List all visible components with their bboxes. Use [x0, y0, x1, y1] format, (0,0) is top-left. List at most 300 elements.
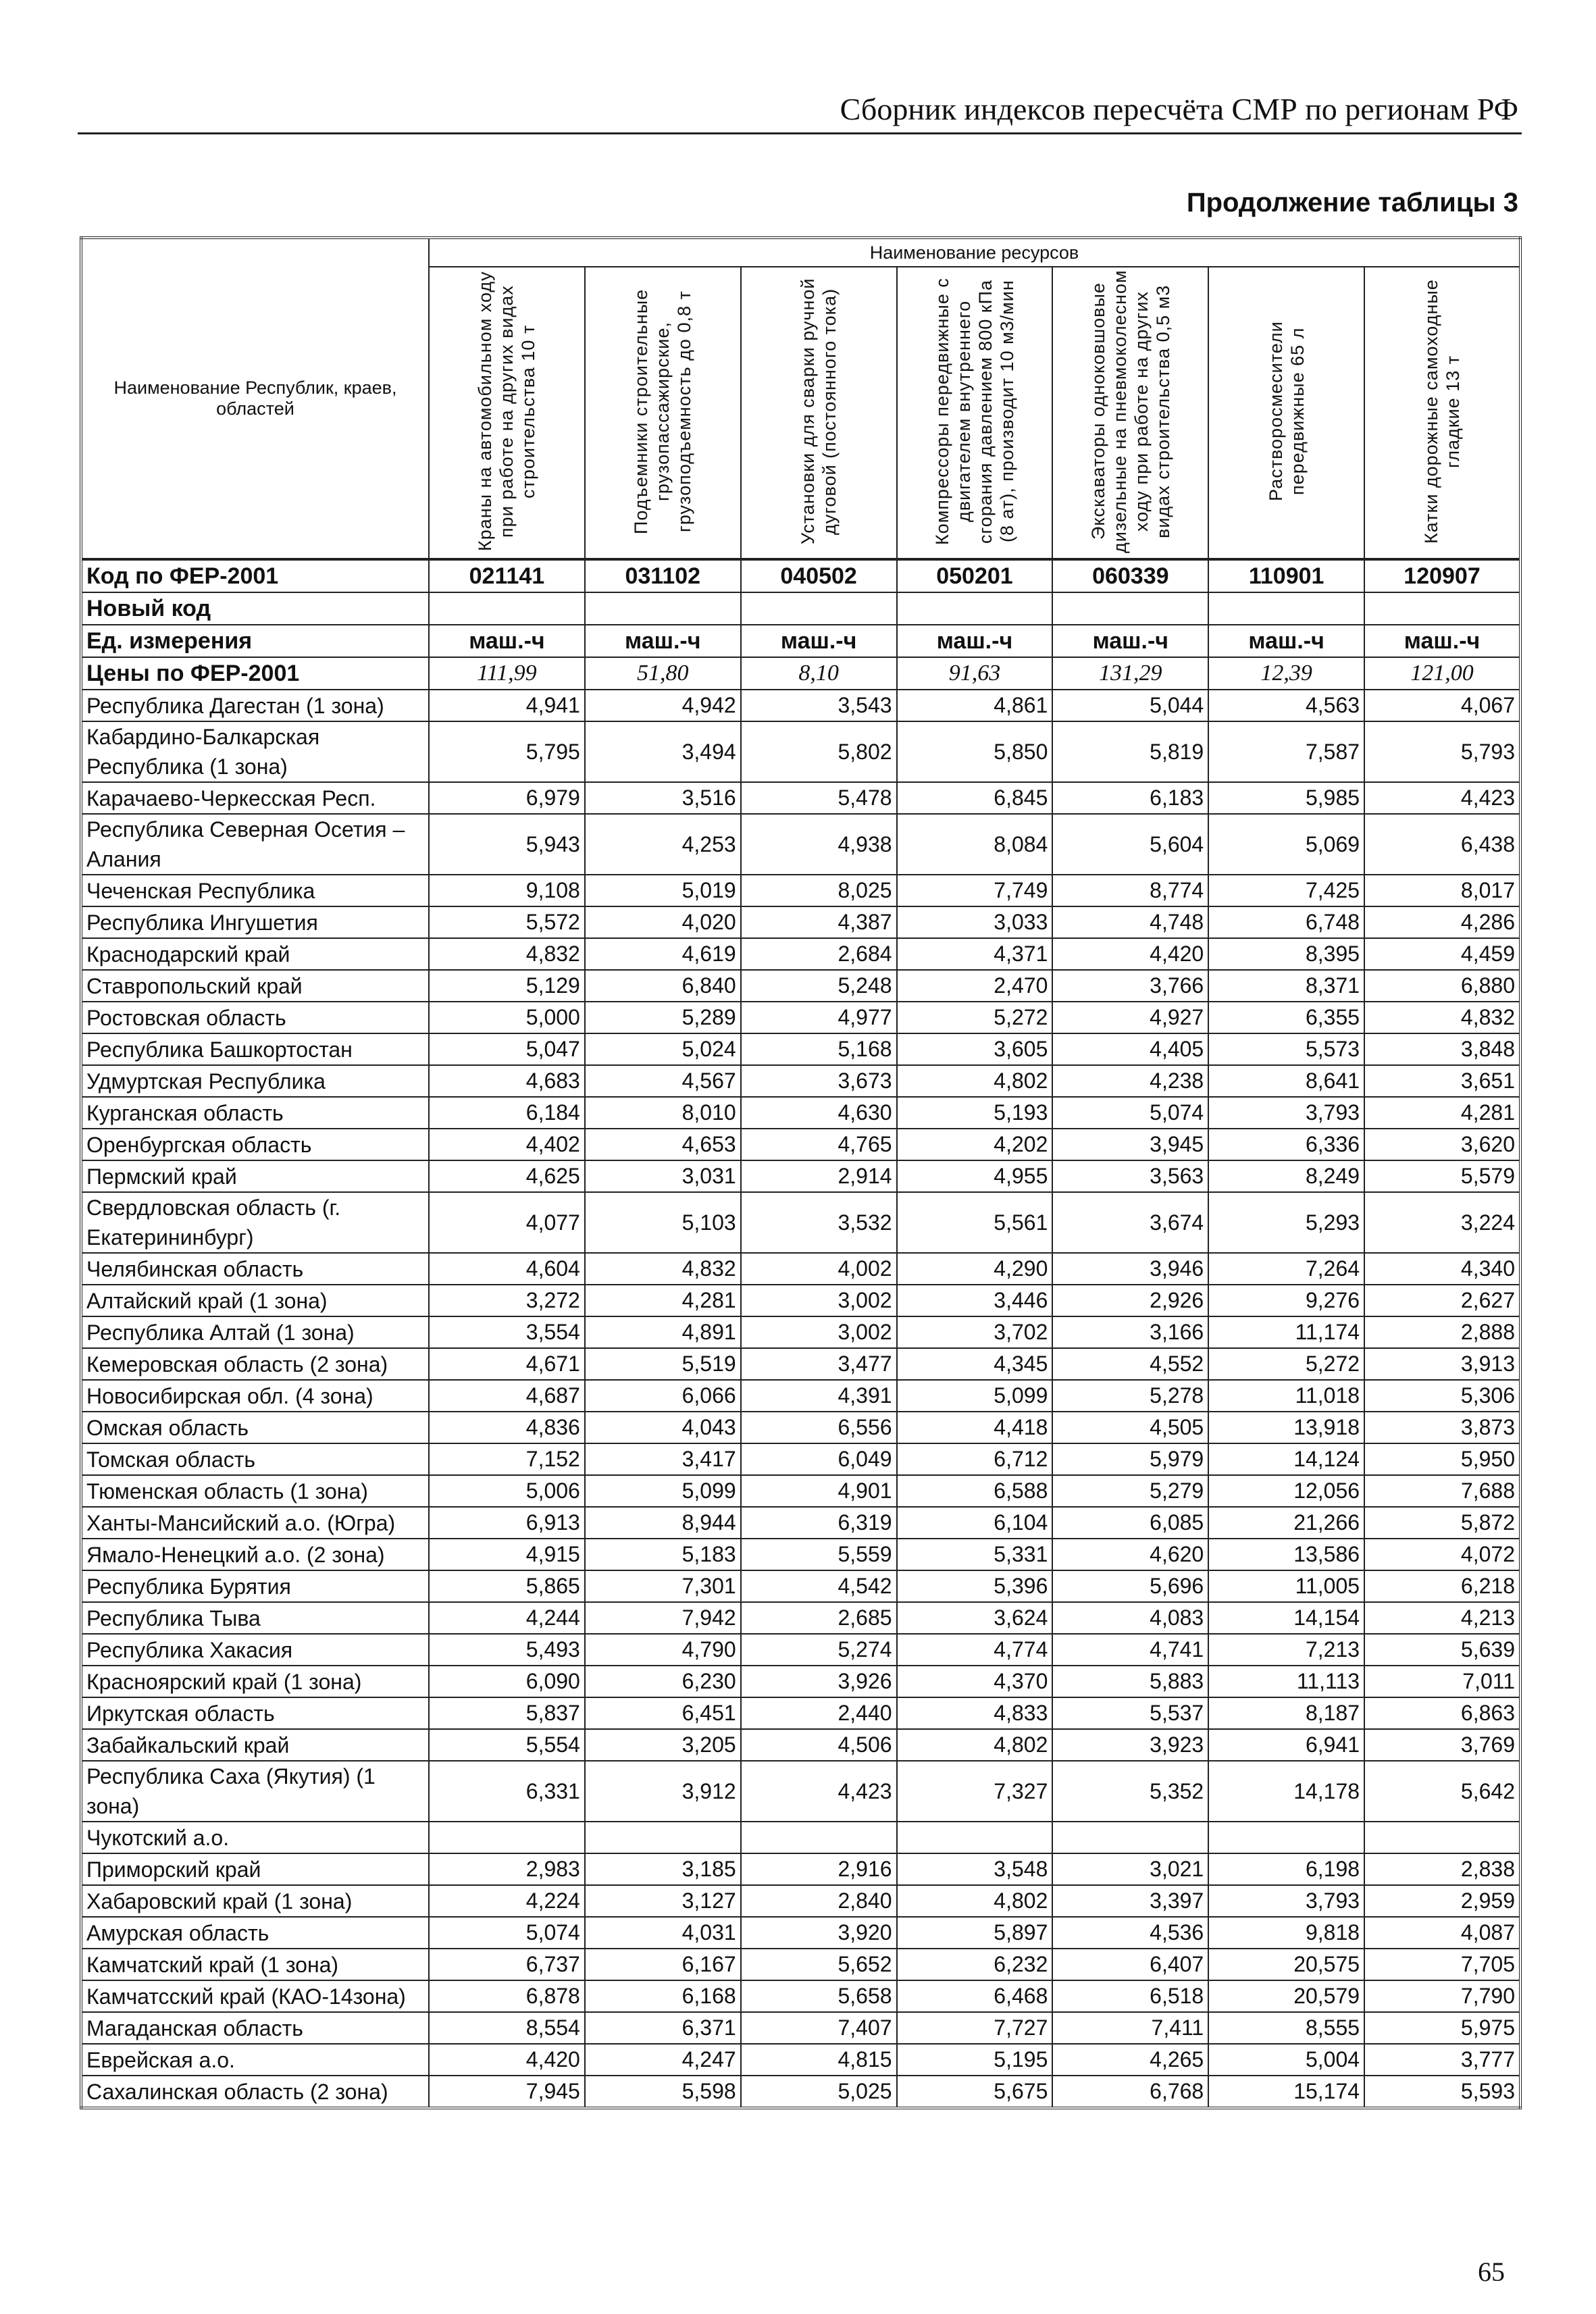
index-value: 6,331	[429, 1761, 585, 1822]
index-value: 3,185	[585, 1853, 741, 1885]
index-value: 8,555	[1208, 2012, 1364, 2044]
meta-cell: 51,80	[585, 657, 741, 690]
region-name: Удмуртская Республика	[81, 1065, 429, 1097]
index-value	[741, 1822, 897, 1853]
index-value: 4,927	[1052, 1002, 1208, 1033]
resource-column-header	[1364, 267, 1520, 559]
table-row	[81, 1097, 1520, 1129]
running-title: Сборник индексов пересчёта СМР по регионам РФ	[840, 92, 1518, 126]
index-value: 4,387	[741, 906, 897, 938]
index-value: 6,518	[1052, 1980, 1208, 2012]
table-row	[81, 2076, 1520, 2108]
index-value: 5,047	[429, 1033, 585, 1065]
index-value: 6,840	[585, 970, 741, 1002]
index-value: 3,002	[741, 1316, 897, 1348]
region-name: Республика Тыва	[81, 1602, 429, 1634]
meta-row	[81, 592, 1520, 625]
index-value: 6,066	[585, 1380, 741, 1412]
index-value: 3,605	[897, 1033, 1053, 1065]
index-value: 5,129	[429, 970, 585, 1002]
index-value: 3,272	[429, 1285, 585, 1316]
region-name: Республика Башкортостан	[81, 1033, 429, 1065]
table-row	[81, 1253, 1520, 1285]
meta-cell: 8,10	[741, 657, 897, 690]
index-value: 7,411	[1052, 2012, 1208, 2044]
meta-row-label: Ед. измерения	[81, 625, 429, 657]
index-value: 4,418	[897, 1412, 1053, 1443]
index-value: 6,049	[741, 1443, 897, 1475]
index-value: 4,281	[585, 1285, 741, 1316]
index-value: 4,748	[1052, 906, 1208, 938]
index-value: 4,861	[897, 690, 1053, 721]
index-value: 3,002	[741, 1285, 897, 1316]
index-value: 5,331	[897, 1539, 1053, 1570]
region-name: Кемеровская область (2 зона)	[81, 1348, 429, 1380]
index-value: 3,674	[1052, 1192, 1208, 1253]
table-row	[81, 1475, 1520, 1507]
index-value: 5,004	[1208, 2044, 1364, 2076]
index-value: 5,696	[1052, 1570, 1208, 1602]
index-value: 2,684	[741, 938, 897, 970]
index-value: 5,103	[585, 1192, 741, 1253]
index-value: 4,224	[429, 1885, 585, 1917]
index-value: 2,840	[741, 1885, 897, 1917]
meta-cell: 120907	[1364, 559, 1520, 592]
index-value: 4,371	[897, 938, 1053, 970]
index-value: 5,865	[429, 1570, 585, 1602]
region-name: Ханты-Мансийский а.о. (Югра)	[81, 1507, 429, 1539]
index-value: 13,918	[1208, 1412, 1364, 1443]
index-value: 3,543	[741, 690, 897, 721]
table-row	[81, 1348, 1520, 1380]
meta-cell: маш.-ч	[897, 625, 1053, 657]
index-value: 5,019	[585, 875, 741, 906]
header-rule	[78, 132, 1522, 134]
index-value: 4,067	[1364, 690, 1520, 721]
index-value: 4,765	[741, 1129, 897, 1160]
index-value: 6,979	[429, 782, 585, 814]
index-value: 5,278	[1052, 1380, 1208, 1412]
index-value: 4,653	[585, 1129, 741, 1160]
index-value: 7,264	[1208, 1253, 1364, 1285]
table-row	[81, 1853, 1520, 1885]
index-value: 5,183	[585, 1539, 741, 1570]
table-row	[81, 1285, 1520, 1316]
index-value: 3,031	[585, 1160, 741, 1192]
index-value: 4,286	[1364, 906, 1520, 938]
index-value: 6,737	[429, 1949, 585, 1980]
index-value: 3,021	[1052, 1853, 1208, 1885]
index-value: 4,345	[897, 1348, 1053, 1380]
table-row	[81, 1949, 1520, 1980]
region-name: Республика Хакасия	[81, 1634, 429, 1666]
index-value: 4,536	[1052, 1917, 1208, 1949]
index-value: 4,072	[1364, 1539, 1520, 1570]
meta-cell	[585, 592, 741, 625]
index-value: 6,451	[585, 1697, 741, 1729]
index-value: 5,289	[585, 1002, 741, 1033]
index-value: 6,336	[1208, 1129, 1364, 1160]
table-row	[81, 1380, 1520, 1412]
index-value: 2,959	[1364, 1885, 1520, 1917]
index-value: 4,506	[741, 1729, 897, 1761]
region-name: Пермский край	[81, 1160, 429, 1192]
index-value: 6,878	[429, 1980, 585, 2012]
index-value: 3,033	[897, 906, 1053, 938]
region-name: Республика Северная Осетия – Алания	[81, 814, 429, 875]
index-value: 3,673	[741, 1065, 897, 1097]
table-row	[81, 1885, 1520, 1917]
index-value: 3,224	[1364, 1192, 1520, 1253]
index-value: 4,802	[897, 1065, 1053, 1097]
index-value: 6,090	[429, 1666, 585, 1697]
index-value: 20,579	[1208, 1980, 1364, 2012]
meta-row	[81, 559, 1520, 592]
index-value: 5,598	[585, 2076, 741, 2108]
index-value: 7,942	[585, 1602, 741, 1634]
index-value: 6,371	[585, 2012, 741, 2044]
meta-cell	[897, 592, 1053, 625]
index-value: 3,769	[1364, 1729, 1520, 1761]
index-value: 3,923	[1052, 1729, 1208, 1761]
index-value: 3,873	[1364, 1412, 1520, 1443]
index-value: 4,031	[585, 1917, 741, 1949]
index-value: 5,652	[741, 1949, 897, 1980]
table-row	[81, 2012, 1520, 2044]
index-value: 5,274	[741, 1634, 897, 1666]
index-value: 5,272	[897, 1002, 1053, 1033]
index-value: 5,573	[1208, 1033, 1364, 1065]
index-value: 6,712	[897, 1443, 1053, 1475]
index-value: 4,977	[741, 1002, 897, 1033]
meta-row-label: Новый код	[81, 592, 429, 625]
index-value: 5,493	[429, 1634, 585, 1666]
meta-cell: 131,29	[1052, 657, 1208, 690]
index-value: 5,883	[1052, 1666, 1208, 1697]
table-row	[81, 906, 1520, 938]
index-value: 6,104	[897, 1507, 1053, 1539]
index-value: 4,687	[429, 1380, 585, 1412]
index-value: 6,468	[897, 1980, 1053, 2012]
index-value: 5,979	[1052, 1443, 1208, 1475]
region-name: Кабардино-Балкарская Республика (1 зона)	[81, 721, 429, 782]
index-value: 4,244	[429, 1602, 585, 1634]
region-name: Омская область	[81, 1412, 429, 1443]
index-value: 8,641	[1208, 1065, 1364, 1097]
index-value	[1052, 1822, 1208, 1853]
index-value: 3,766	[1052, 970, 1208, 1002]
index-value: 5,248	[741, 970, 897, 1002]
index-value: 7,945	[429, 2076, 585, 2108]
index-value: 8,371	[1208, 970, 1364, 1002]
meta-row-label: Код по ФЕР-2001	[81, 559, 429, 592]
index-value: 8,187	[1208, 1697, 1364, 1729]
index-value: 9,818	[1208, 1917, 1364, 1949]
index-value: 6,880	[1364, 970, 1520, 1002]
index-value: 5,293	[1208, 1192, 1364, 1253]
index-value: 4,542	[741, 1570, 897, 1602]
index-value: 9,276	[1208, 1285, 1364, 1316]
table-row	[81, 875, 1520, 906]
index-value: 4,420	[429, 2044, 585, 2076]
meta-cell	[741, 592, 897, 625]
index-value: 6,556	[741, 1412, 897, 1443]
index-value: 5,837	[429, 1697, 585, 1729]
index-value: 4,625	[429, 1160, 585, 1192]
index-value: 3,945	[1052, 1129, 1208, 1160]
table-row	[81, 1729, 1520, 1761]
index-value: 4,253	[585, 814, 741, 875]
index-value: 4,630	[741, 1097, 897, 1129]
region-name: Иркутская область	[81, 1697, 429, 1729]
region-name: Чукотский а.о.	[81, 1822, 429, 1853]
index-value: 4,552	[1052, 1348, 1208, 1380]
index-value: 2,888	[1364, 1316, 1520, 1348]
table-continuation-title: Продолжение таблицы 3	[1186, 188, 1518, 217]
table-row	[81, 1634, 1520, 1666]
index-value: 7,688	[1364, 1475, 1520, 1507]
meta-cell: маш.-ч	[1208, 625, 1364, 657]
index-value: 5,519	[585, 1348, 741, 1380]
index-value: 5,593	[1364, 2076, 1520, 2108]
index-value: 4,604	[429, 1253, 585, 1285]
region-name: Камчатсский край (КАО-14зона)	[81, 1980, 429, 2012]
page-number: 65	[1478, 2257, 1505, 2287]
index-value: 5,099	[585, 1475, 741, 1507]
index-value: 11,174	[1208, 1316, 1364, 1348]
meta-cell	[429, 592, 585, 625]
table-row	[81, 1002, 1520, 1033]
table-row	[81, 970, 1520, 1002]
index-value: 3,926	[741, 1666, 897, 1697]
index-value: 6,913	[429, 1507, 585, 1539]
index-value: 4,202	[897, 1129, 1053, 1160]
table-row	[81, 1443, 1520, 1475]
index-value: 3,913	[1364, 1348, 1520, 1380]
index-value: 5,559	[741, 1539, 897, 1570]
table-row	[81, 690, 1520, 721]
index-value: 4,683	[429, 1065, 585, 1097]
index-value: 3,702	[897, 1316, 1053, 1348]
index-value: 8,025	[741, 875, 897, 906]
index-value: 5,950	[1364, 1443, 1520, 1475]
index-value: 2,914	[741, 1160, 897, 1192]
index-value: 3,166	[1052, 1316, 1208, 1348]
table-row	[81, 1570, 1520, 1602]
index-value: 4,938	[741, 814, 897, 875]
region-name: Республика Ингушетия	[81, 906, 429, 938]
resource-column-label: Краны на автомобильном ходу при работе на других видах строительства 10 т	[475, 271, 539, 551]
index-value: 4,741	[1052, 1634, 1208, 1666]
index-value: 5,795	[429, 721, 585, 782]
index-value: 5,561	[897, 1192, 1053, 1253]
region-name: Еврейская а.о.	[81, 2044, 429, 2076]
region-name: Амурская область	[81, 1917, 429, 1949]
index-value: 3,397	[1052, 1885, 1208, 1917]
index-value: 4,955	[897, 1160, 1053, 1192]
index-value: 6,845	[897, 782, 1053, 814]
index-value: 7,327	[897, 1761, 1053, 1822]
index-value: 20,575	[1208, 1949, 1364, 1980]
index-value: 3,793	[1208, 1885, 1364, 1917]
table-row	[81, 1666, 1520, 1697]
index-value: 4,942	[585, 690, 741, 721]
index-value: 4,247	[585, 2044, 741, 2076]
region-name: Хабаровский край (1 зона)	[81, 1885, 429, 1917]
index-value: 5,006	[429, 1475, 585, 1507]
table-row	[81, 938, 1520, 970]
table-row	[81, 1129, 1520, 1160]
index-value: 6,232	[897, 1949, 1053, 1980]
index-value: 3,920	[741, 1917, 897, 1949]
resource-column-label: Компрессоры передвижные с двигателем внутреннего сгорания давлением 800 кПа (8 ат), производит 10 м3/мин	[931, 277, 1017, 545]
index-value: 6,941	[1208, 1729, 1364, 1761]
index-value: 8,774	[1052, 875, 1208, 906]
region-name: Камчатский край (1 зона)	[81, 1949, 429, 1980]
index-value: 5,074	[1052, 1097, 1208, 1129]
index-value: 6,588	[897, 1475, 1053, 1507]
resource-column-header	[1052, 267, 1208, 559]
index-value: 3,494	[585, 721, 741, 782]
meta-cell: 121,00	[1364, 657, 1520, 690]
index-value: 5,396	[897, 1570, 1053, 1602]
index-value: 3,446	[897, 1285, 1053, 1316]
index-value: 5,478	[741, 782, 897, 814]
table-row	[81, 814, 1520, 875]
resources-header: Наименование ресурсов	[429, 238, 1520, 267]
region-name: Республика Алтай (1 зона)	[81, 1316, 429, 1348]
resource-column-label: Подъемники строительные грузопассажирские, грузоподъемность до 0,8 т	[631, 288, 695, 534]
index-value: 14,124	[1208, 1443, 1364, 1475]
index-value: 4,290	[897, 1253, 1053, 1285]
index-value: 7,425	[1208, 875, 1364, 906]
index-value: 5,352	[1052, 1761, 1208, 1822]
index-value: 6,168	[585, 1980, 741, 2012]
index-value: 5,193	[897, 1097, 1053, 1129]
index-value: 2,916	[741, 1853, 897, 1885]
region-name: Красноярский край (1 зона)	[81, 1666, 429, 1697]
table-row	[81, 1539, 1520, 1570]
index-value: 5,554	[429, 1729, 585, 1761]
region-name: Карачаево-Черкесская Респ.	[81, 782, 429, 814]
index-value: 7,301	[585, 1570, 741, 1602]
index-value: 4,563	[1208, 690, 1364, 721]
region-name: Оренбургская область	[81, 1129, 429, 1160]
index-value: 12,056	[1208, 1475, 1364, 1507]
index-value: 4,370	[897, 1666, 1053, 1697]
index-value: 8,944	[585, 1507, 741, 1539]
index-value: 4,391	[741, 1380, 897, 1412]
index-value: 14,178	[1208, 1761, 1364, 1822]
index-value: 3,624	[897, 1602, 1053, 1634]
index-value: 7,152	[429, 1443, 585, 1475]
table-row	[81, 1507, 1520, 1539]
index-value: 6,438	[1364, 814, 1520, 875]
region-name: Республика Дагестан (1 зона)	[81, 690, 429, 721]
resource-column-label: Установки для сварки ручной дуговой (постоянного тока)	[798, 278, 840, 544]
table-row	[81, 721, 1520, 782]
region-name: Приморский край	[81, 1853, 429, 1885]
index-value: 8,249	[1208, 1160, 1364, 1192]
index-value: 2,983	[429, 1853, 585, 1885]
index-value: 5,279	[1052, 1475, 1208, 1507]
region-name: Республика Бурятия	[81, 1570, 429, 1602]
index-value: 5,537	[1052, 1697, 1208, 1729]
index-value: 6,085	[1052, 1507, 1208, 1539]
index-value: 6,863	[1364, 1697, 1520, 1729]
index-value: 4,083	[1052, 1602, 1208, 1634]
index-value: 7,213	[1208, 1634, 1364, 1666]
table-row	[81, 1065, 1520, 1097]
index-value: 11,113	[1208, 1666, 1364, 1697]
resource-column-header	[1208, 267, 1364, 559]
index-value: 4,620	[1052, 1539, 1208, 1570]
meta-cell: 91,63	[897, 657, 1053, 690]
index-value: 6,407	[1052, 1949, 1208, 1980]
index-value: 7,407	[741, 2012, 897, 2044]
index-value: 3,620	[1364, 1129, 1520, 1160]
meta-cell: 111,99	[429, 657, 585, 690]
index-value: 4,423	[1364, 782, 1520, 814]
index-value: 2,627	[1364, 1285, 1520, 1316]
index-value: 3,205	[585, 1729, 741, 1761]
index-value: 4,619	[585, 938, 741, 970]
index-value: 3,651	[1364, 1065, 1520, 1097]
index-value: 4,832	[429, 938, 585, 970]
index-value: 3,127	[585, 1885, 741, 1917]
index-value: 7,011	[1364, 1666, 1520, 1697]
region-column-header: Наименование Республик, краев, областей	[81, 238, 429, 559]
index-value: 4,505	[1052, 1412, 1208, 1443]
table-row	[81, 1917, 1520, 1949]
index-value: 4,790	[585, 1634, 741, 1666]
table-row	[81, 1316, 1520, 1348]
index-value: 2,440	[741, 1697, 897, 1729]
index-value: 3,777	[1364, 2044, 1520, 2076]
index-value: 5,639	[1364, 1634, 1520, 1666]
index-value: 5,897	[897, 1917, 1053, 1949]
meta-cell: 031102	[585, 559, 741, 592]
index-value: 3,946	[1052, 1253, 1208, 1285]
region-name: Забайкальский край	[81, 1729, 429, 1761]
index-value: 4,340	[1364, 1253, 1520, 1285]
index-value	[1364, 1822, 1520, 1853]
index-value: 11,018	[1208, 1380, 1364, 1412]
index-value: 3,417	[585, 1443, 741, 1475]
table-row	[81, 1602, 1520, 1634]
table-row	[81, 1412, 1520, 1443]
index-value: 5,272	[1208, 1348, 1364, 1380]
index-value: 5,850	[897, 721, 1053, 782]
index-value: 3,477	[741, 1348, 897, 1380]
meta-cell: 021141	[429, 559, 585, 592]
index-value: 4,265	[1052, 2044, 1208, 2076]
index-value: 2,926	[1052, 1285, 1208, 1316]
index-value: 3,554	[429, 1316, 585, 1348]
region-name: Алтайский край (1 зона)	[81, 1285, 429, 1316]
index-value: 4,459	[1364, 938, 1520, 970]
region-name: Сахалинская область (2 зона)	[81, 2076, 429, 2108]
meta-cell: маш.-ч	[1364, 625, 1520, 657]
index-value	[585, 1822, 741, 1853]
meta-cell: маш.-ч	[429, 625, 585, 657]
index-value: 4,832	[585, 1253, 741, 1285]
index-value: 5,579	[1364, 1160, 1520, 1192]
meta-cell: 050201	[897, 559, 1053, 592]
resource-column-header	[897, 267, 1053, 559]
index-value: 8,554	[429, 2012, 585, 2044]
index-value: 5,168	[741, 1033, 897, 1065]
